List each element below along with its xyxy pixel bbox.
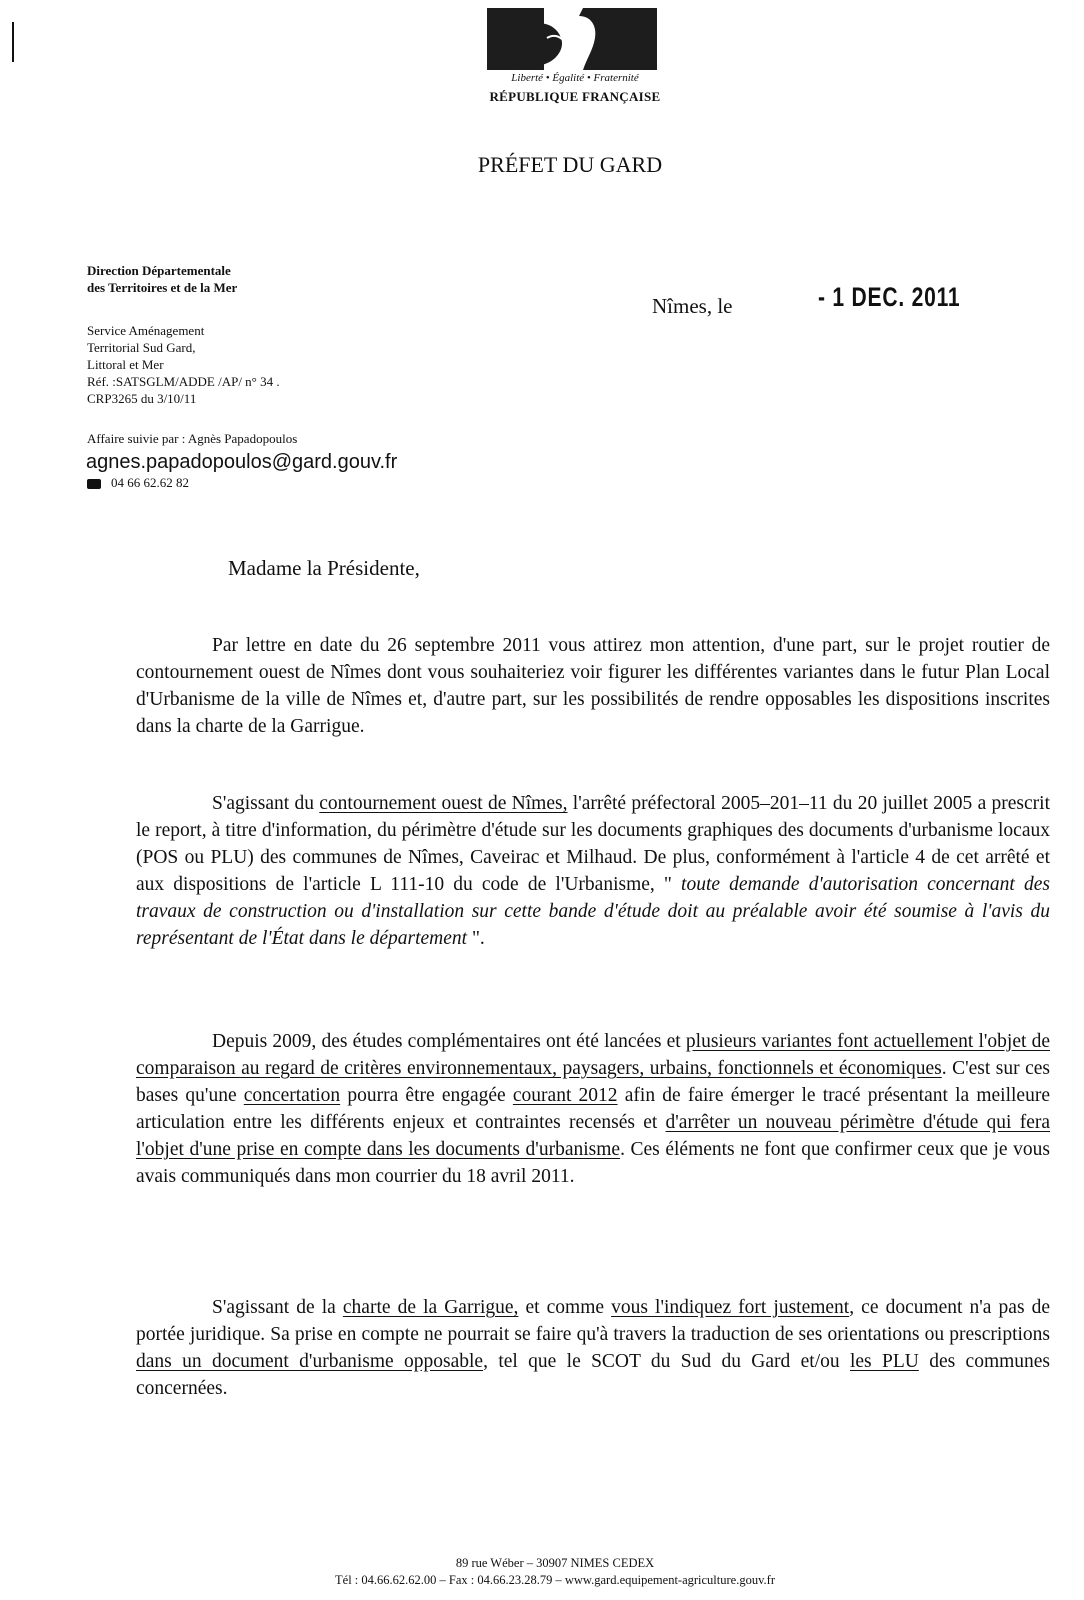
phone-line	[87, 475, 189, 491]
text-run: pourra être engagée	[340, 1085, 513, 1106]
text-run: S'agissant de la	[212, 1297, 343, 1318]
underlined-text: dans un document d'urbanisme opposable	[136, 1351, 484, 1372]
republic-motto: Liberté • Égalité • Fraternité	[511, 72, 639, 84]
republic-name: RÉPUBLIQUE FRANÇAISE	[489, 89, 661, 104]
text-run: Depuis 2009, des études complémentaires ont été lancées et	[212, 1031, 686, 1052]
phone-number: 04 66 62.62 82	[111, 475, 189, 490]
underlined-text: d'arrêter un nouveau périmètre d'étude qui fera l'objet d'une prise en compte dans les documents d'urbanisme	[136, 1112, 1050, 1160]
text-run: ".	[471, 928, 485, 949]
margin-mark	[12, 22, 14, 62]
date-stamp: - 1 DEC. 2011	[818, 282, 961, 312]
underlined-text: vous l'indiquez fort justement	[611, 1297, 850, 1318]
underlined-text: concertation	[243, 1085, 341, 1106]
text-run: . C'est sur ces bases qu'une	[136, 1058, 1050, 1106]
footer-contact: Tél : 04.66.62.62.00 – Fax : 04.66.23.28.79 – www.gard.equipement-agriculture.gouv.fr	[335, 1573, 775, 1587]
phone-icon	[87, 479, 101, 489]
direction-line: des Territoires et de la Mer	[87, 280, 238, 295]
service-line: Service Aménagement	[87, 323, 205, 338]
crp-reference: CRP3265 du 3/10/11	[87, 391, 197, 406]
underlined-text: plusieurs variantes font actuellement l'objet de comparaison au regard de critères environnementaux, paysagers, urbains, fonctionnels et économiques	[136, 1031, 1050, 1079]
paragraph-3	[136, 1028, 1050, 1190]
text-run: , ce document n'a pas de portée juridique. Sa prise en compte ne pourrait se faire qu'à travers la traduction de ses orientations ou prescriptions	[136, 1297, 1051, 1345]
sender-direction	[87, 262, 237, 296]
salutation: Madame la Présidente,	[228, 556, 420, 580]
underlined-text: contournement ouest de Nîmes,	[319, 793, 568, 814]
page-title: PRÉFET DU GARD	[477, 152, 663, 177]
italic-quote: toute demande d'autorisation concernant des travaux de construction ou d'installation sur cette bande d'étude doit au préalable avoir été soumise à l'avis du représentant de l'État dans le département	[136, 874, 1050, 949]
marianne-logo	[487, 8, 657, 70]
text-run: , tel que le SCOT du Sud du Gard et/ou	[483, 1351, 850, 1372]
text-run: et comme	[518, 1297, 612, 1318]
underlined-text: les PLU	[849, 1351, 919, 1372]
marianne-icon	[487, 8, 657, 70]
reference: Réf. :SATSGLM/ADDE /AP/ n° 34 .	[87, 374, 280, 389]
followed-by: Affaire suivie par : Agnès Papadopoulos	[87, 431, 298, 446]
paragraph-2	[136, 790, 1050, 952]
service-line: Littoral et Mer	[87, 357, 164, 372]
footer-address: 89 rue Wéber – 30907 NIMES CEDEX	[455, 1556, 655, 1570]
text-run: des communes concernées.	[136, 1351, 1051, 1399]
paragraph-1: Par lettre en date du 26 septembre 2011 vous attirez mon attention, d'une part, sur le projet routier de contournement ouest de Nîmes dont vous souhaiteriez voir figurer les différentes variantes dans le futur Plan Local d'Urbanisme de la ville de Nîmes et, d'autre part, sur les possibilités de rendre opposables les dispositions inscrites dans la charte de la Garrigue.	[136, 635, 1050, 737]
direction-line: Direction Départementale	[87, 263, 231, 278]
underlined-text: charte de la Garrigue,	[342, 1297, 519, 1318]
underlined-text: courant 2012	[512, 1085, 618, 1106]
text-run: . Ces éléments ne font que confirmer ceux que je vous avais communiqués dans mon courrier du 18 avril 2011.	[136, 1139, 1050, 1187]
sender-service	[87, 322, 280, 407]
paragraph-4	[136, 1294, 1050, 1402]
text-run: S'agissant du	[212, 793, 320, 814]
email-address[interactable]: agnes.papadopoulos@gard.gouv.fr	[86, 451, 398, 473]
text-run: afin de faire émerger le tracé présentant la meilleure articulation entre les différents enjeux et contraintes recensés et	[136, 1085, 1050, 1133]
dateline-place: Nîmes, le	[652, 294, 733, 318]
text-run: l'arrêté préfectoral 2005–201–11 du 20 juillet 2005 a prescrit le report, à titre d'information, du périmètre d'étude sur les documents graphiques des documents d'urbanisme locaux (POS ou PLU) des communes de Nîmes, Caveirac et Milhaud. De plus, conformément à l'article 4 de cet arrêté et aux dispositions de l'article L 111-10 du code de l'Urbanisme, "	[136, 793, 1051, 895]
service-line: Territorial Sud Gard,	[87, 340, 196, 355]
